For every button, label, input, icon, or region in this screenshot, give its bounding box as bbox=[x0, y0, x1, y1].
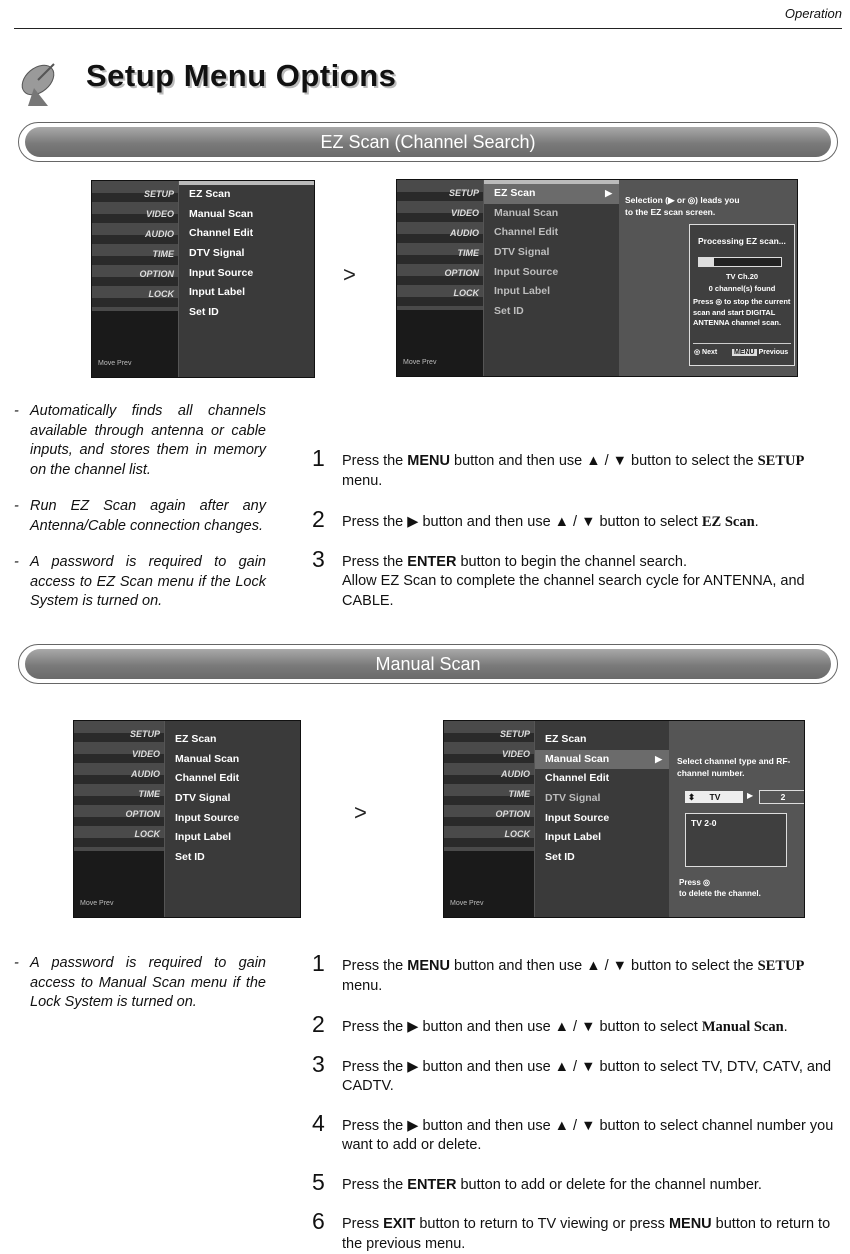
menu-item-input-source[interactable]: Input Source bbox=[189, 266, 254, 279]
step-item: 2 Press the ▶ button and then use ▲ / ▼ button to select Manual Scan. bbox=[312, 1011, 788, 1037]
menu-item-input-source[interactable]: Input Source bbox=[545, 811, 610, 824]
page-title: Setup Menu Options bbox=[86, 58, 397, 93]
osd-category: SETUP bbox=[143, 189, 174, 199]
menu-item-input-label[interactable]: Input Label bbox=[545, 831, 601, 844]
manual-scan-notes bbox=[14, 954, 266, 1030]
popup-channel: TV Ch.20 bbox=[725, 272, 759, 281]
osd-category: TIME bbox=[457, 248, 479, 258]
osd-setup-menu-1 bbox=[91, 180, 315, 378]
step-item: 1 Press the MENU button and then use ▲ / ▼ button to select the SETUP menu. bbox=[312, 445, 805, 489]
manual-scan-instructions: Select channel type and RF-channel number. bbox=[677, 756, 791, 778]
osd-category-panel bbox=[444, 721, 534, 917]
osd-category: VIDEO bbox=[501, 749, 530, 759]
osd-category: SETUP bbox=[499, 729, 530, 739]
step-item: 5 Press the ENTER button to add or delete for the channel number. bbox=[312, 1168, 762, 1195]
note-item: - Run EZ Scan again after any Antenna/Cable connection changes. bbox=[14, 498, 266, 534]
step-item: 2 Press the ▶ button and then use ▲ / ▼ button to select EZ Scan. bbox=[312, 506, 759, 532]
osd-menu-list bbox=[178, 181, 315, 377]
menu-item-input-source[interactable]: Input Source bbox=[494, 265, 559, 278]
osd-category: OPTION bbox=[444, 268, 479, 278]
osd-footer: Move Prev bbox=[403, 359, 437, 366]
satellite-dish-icon bbox=[14, 54, 70, 110]
osd-category: VIDEO bbox=[145, 209, 174, 219]
menu-item-channel-edit[interactable]: Channel Edit bbox=[494, 226, 559, 239]
osd-category: TIME bbox=[138, 789, 160, 799]
osd-footer: Move Prev bbox=[98, 360, 132, 367]
ez-scan-notes bbox=[14, 402, 266, 629]
press-hint: Press ◎ bbox=[679, 878, 710, 887]
osd-category: TIME bbox=[508, 789, 530, 799]
osd-menu-list bbox=[164, 721, 301, 917]
osd-category: AUDIO bbox=[131, 769, 160, 779]
popup-stop-text: Press ◎ to stop the current scan and start DIGITAL ANTENNA channel scan. bbox=[693, 297, 791, 327]
note-item: - Automatically finds all channels available through antenna or cable inputs, and stores them in memory on the channel list. bbox=[14, 403, 266, 478]
channel-list-item[interactable]: TV 2-0 bbox=[691, 818, 717, 828]
menu-item-ez-scan[interactable]: EZ Scan bbox=[545, 733, 587, 745]
menu-item-set-id[interactable]: Set ID bbox=[175, 851, 205, 864]
popup-previous-button[interactable]: MENU Previous bbox=[734, 349, 789, 356]
osd-category: VIDEO bbox=[450, 208, 479, 218]
menu-item-channel-edit[interactable]: Channel Edit bbox=[189, 227, 254, 240]
menu-item-set-id[interactable]: Set ID bbox=[545, 851, 575, 864]
channel-type-selector[interactable]: ⬍ TV bbox=[685, 791, 743, 803]
ez-scan-section-bar bbox=[18, 122, 838, 162]
menu-item-input-label[interactable]: Input Label bbox=[175, 831, 231, 844]
step-item: 3 Press the ENTER button to begin the channel search. Allow EZ Scan to complete the channel search cycle for ANTENNA, and CABLE. bbox=[312, 545, 805, 609]
menu-item-ez-scan[interactable]: EZ Scan bbox=[175, 733, 217, 745]
ez-scan-progress-popup bbox=[689, 224, 795, 366]
osd-category: AUDIO bbox=[501, 769, 530, 779]
osd-category: OPTION bbox=[139, 269, 174, 279]
osd-category: OPTION bbox=[125, 809, 160, 819]
menu-item-manual-scan[interactable]: Manual Scan ▶ bbox=[535, 750, 670, 770]
osd-footer: Move Prev bbox=[80, 900, 114, 907]
step-item: 4 Press the ▶ button and then use ▲ / ▼ button to select channel number you want to add or delete. bbox=[312, 1109, 834, 1153]
manual-scan-steps bbox=[312, 950, 846, 1254]
menu-item-manual-scan[interactable]: Manual Scan bbox=[189, 207, 254, 220]
menu-item-dtv-signal[interactable]: DTV Signal bbox=[494, 246, 550, 259]
osd-category: LOCK bbox=[453, 288, 479, 298]
menu-item-ez-scan[interactable]: EZ Scan ▶ bbox=[484, 184, 620, 204]
osd-category: TIME bbox=[152, 249, 174, 259]
osd-category: VIDEO bbox=[131, 749, 160, 759]
menu-item-dtv-signal[interactable]: DTV Signal bbox=[545, 792, 601, 805]
menu-item-manual-scan[interactable]: Manual Scan bbox=[494, 206, 559, 219]
up-down-arrow-icon: ⬍ bbox=[688, 792, 696, 802]
osd-setup-menu-2 bbox=[73, 720, 301, 918]
menu-item-set-id[interactable]: Set ID bbox=[494, 305, 524, 318]
arrow-right-icon: ▶ bbox=[655, 753, 662, 764]
channel-list-box bbox=[685, 813, 787, 867]
menu-item-dtv-signal[interactable]: DTV Signal bbox=[189, 247, 245, 260]
manual-scan-section-bar bbox=[18, 644, 838, 684]
popup-next-button[interactable]: ◎ Next bbox=[694, 349, 718, 356]
ez-scan-section-title: EZ Scan (Channel Search) bbox=[25, 127, 831, 157]
osd-menu-list bbox=[534, 721, 670, 917]
step-item: 3 Press the ▶ button and then use ▲ / ▼ button to select TV, DTV, CATV, and CADTV. bbox=[312, 1050, 832, 1094]
section-label: Operation bbox=[784, 6, 842, 21]
osd-category-panel bbox=[92, 181, 178, 377]
osd-category: LOCK bbox=[504, 829, 530, 839]
menu-item-channel-edit[interactable]: Channel Edit bbox=[545, 772, 610, 785]
note-item: - A password is required to gain access to EZ Scan menu if the Lock System is turned on. bbox=[14, 554, 266, 609]
osd-category: AUDIO bbox=[145, 229, 174, 239]
osd-category-panel bbox=[74, 721, 164, 917]
popup-title: Processing EZ scan... bbox=[698, 236, 786, 246]
header-rule bbox=[14, 28, 842, 29]
osd-footer: Move Prev bbox=[450, 900, 484, 907]
menu-item-input-label[interactable]: Input Label bbox=[494, 285, 550, 298]
next-step-arrow-icon: > bbox=[343, 262, 356, 287]
osd-category-panel bbox=[397, 180, 483, 376]
menu-item-ez-scan[interactable]: EZ Scan bbox=[189, 188, 231, 200]
osd-manual-scan-panel bbox=[669, 721, 804, 917]
step-item: 6 Press EXIT button to return to TV viewing or press MENU button to return to the previous menu. bbox=[312, 1208, 831, 1252]
osd-manual-scan-screen bbox=[443, 720, 805, 918]
delete-hint: to delete the channel. bbox=[679, 889, 761, 898]
ez-scan-steps bbox=[312, 445, 846, 611]
scan-progress-bar bbox=[698, 257, 782, 267]
osd-category: LOCK bbox=[134, 829, 160, 839]
menu-key: MENU bbox=[734, 349, 755, 356]
menu-item-input-source[interactable]: Input Source bbox=[175, 811, 240, 824]
arrow-right-icon: ▶ bbox=[747, 791, 754, 800]
osd-category: SETUP bbox=[448, 188, 479, 198]
menu-item-input-label[interactable]: Input Label bbox=[189, 286, 245, 299]
osd-category: AUDIO bbox=[450, 228, 479, 238]
osd-menu-list bbox=[483, 180, 620, 376]
menu-item-dtv-signal[interactable]: DTV Signal bbox=[175, 792, 231, 805]
note-item: - A password is required to gain access to Manual Scan menu if the Lock System is turned on. bbox=[14, 955, 266, 1010]
menu-item-channel-edit[interactable]: Channel Edit bbox=[175, 772, 240, 785]
next-step-arrow-icon: > bbox=[354, 800, 367, 825]
step-item: 1 Press the MENU button and then use ▲ / ▼ button to select the SETUP menu. bbox=[312, 950, 805, 994]
menu-item-manual-scan[interactable]: Manual Scan bbox=[175, 752, 240, 765]
osd-category: OPTION bbox=[495, 809, 530, 819]
osd-ez-scan-screen bbox=[396, 179, 798, 377]
manual-scan-section-title: Manual Scan bbox=[25, 649, 831, 679]
osd-category: SETUP bbox=[129, 729, 160, 739]
menu-item-set-id[interactable]: Set ID bbox=[189, 306, 219, 319]
arrow-right-icon: ▶ bbox=[605, 188, 612, 198]
selection-hint: Selection (▶ or ◎) leads you to the EZ scan screen. bbox=[625, 195, 740, 217]
channel-number-input[interactable]: 2 bbox=[759, 790, 805, 804]
popup-found-count: 0 channel(s) found bbox=[708, 284, 776, 293]
osd-category: LOCK bbox=[148, 289, 174, 299]
